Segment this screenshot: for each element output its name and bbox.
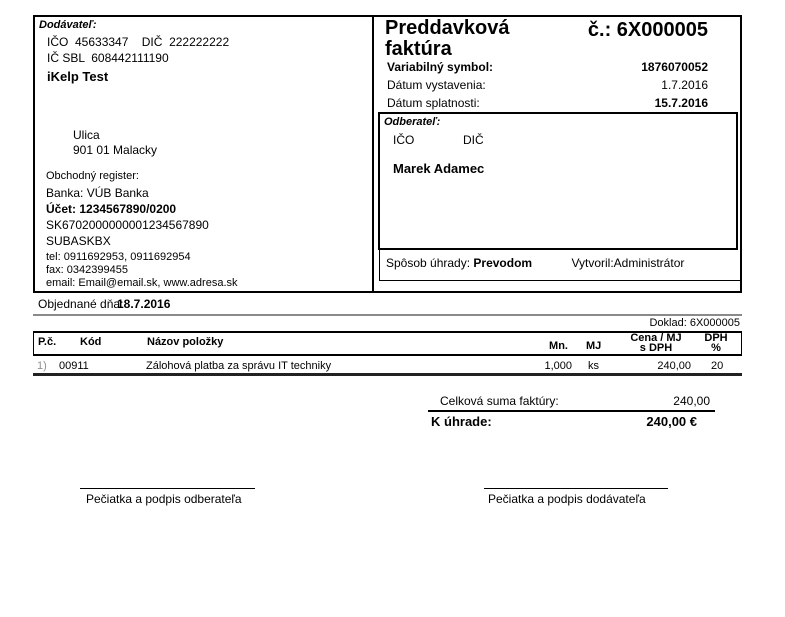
col-header-nazov: Názov položky <box>147 336 224 348</box>
customer-box <box>378 112 738 250</box>
issue-date-label: Dátum vystavenia: <box>387 78 486 92</box>
document-ref: Doklad: 6X000005 <box>649 317 740 329</box>
supplier-fax: fax: 0342399455 <box>46 264 128 276</box>
col-header-dph-line2: % <box>711 342 721 354</box>
total-sum-value: 240,00 <box>673 394 710 408</box>
supplier-ic-sbl: IČ SBL 608442111190 <box>47 51 169 65</box>
col-header-mn: Mn. <box>549 340 568 352</box>
due-date-label: Dátum splatnosti: <box>387 96 480 110</box>
col-header-cena <box>622 333 690 353</box>
payment-method-label: Spôsob úhrady: <box>386 256 471 270</box>
total-sum-label: Celková suma faktúry: <box>440 394 559 408</box>
col-header-kod: Kód <box>80 336 102 348</box>
col-header-pc: P.č. <box>38 336 57 348</box>
order-date-value: 18.7.2016 <box>117 297 171 311</box>
supplier-street: Ulica <box>73 128 100 142</box>
supplier-iban: SK6702000000001234567890 <box>46 218 209 232</box>
item-code: 00911 <box>59 360 89 372</box>
supplier-swift: SUBASKBX <box>46 234 111 248</box>
variable-symbol-label: Variabilný symbol: <box>387 60 494 74</box>
col-header-cena-line2: s DPH <box>639 342 673 354</box>
amount-due-label: K úhrade: <box>431 414 492 429</box>
issue-date-value: 1.7.2016 <box>661 78 708 92</box>
supplier-register-label: Obchodný register: <box>46 170 139 182</box>
customer-ico-label: IČO <box>393 133 415 147</box>
supplier-account: Účet: 1234567890/0200 <box>46 202 177 216</box>
supplier-ico-dic: IČO 45633347 DIČ 222222222 <box>47 35 230 49</box>
col-header-mj: MJ <box>586 340 602 352</box>
created-by-label: Vytvoril: <box>571 256 614 270</box>
customer-section-label: Odberateľ: <box>384 116 441 128</box>
customer-signature-label: Pečiatka a podpis odberateľa <box>86 492 242 506</box>
supplier-bank: Banka: VÚB Banka <box>46 186 149 200</box>
customer-signature-line <box>80 488 255 489</box>
item-vat: 20 <box>711 360 724 372</box>
supplier-section-label: Dodávateľ: <box>39 19 97 31</box>
col-header-cena-line1: Cena / MJ <box>630 332 682 344</box>
supplier-signature-label: Pečiatka a podpis dodávateľa <box>488 492 646 506</box>
payment-method-value: Prevodom <box>473 256 533 270</box>
item-unit: ks <box>588 360 599 372</box>
supplier-city: 901 01 Malacky <box>73 143 158 157</box>
supplier-email: email: Email@email.sk, www.adresa.sk <box>46 277 238 289</box>
invoice-header-box <box>33 15 742 293</box>
order-date-row <box>33 293 742 316</box>
items-table-header <box>33 331 742 356</box>
table-row <box>33 356 742 376</box>
amount-due-value: 240,00 € <box>646 414 697 429</box>
supplier-name: iKelp Test <box>47 69 109 84</box>
due-date-value: 15.7.2016 <box>654 96 708 110</box>
customer-dic-label: DIČ <box>463 133 484 147</box>
order-date-label: Objednané dňa: <box>38 297 124 311</box>
column-divider <box>372 17 374 291</box>
supplier-tel: tel: 0911692953, 0911692954 <box>46 251 191 263</box>
totals-divider-line <box>428 410 715 412</box>
customer-name: Marek Adamec <box>393 161 485 176</box>
payment-row <box>379 250 740 281</box>
item-qty: 1,000 <box>544 360 572 372</box>
col-header-dph-line1: DPH <box>704 332 728 344</box>
invoice-number: č.: 6X000005 <box>587 19 708 41</box>
item-price: 240,00 <box>657 360 691 372</box>
item-row-number: 1) <box>37 360 47 372</box>
invoice-title: Preddavková faktúra <box>385 17 510 60</box>
item-name: Zálohová platba za správu IT techniky <box>146 360 332 372</box>
created-by-value: Administrátor <box>613 256 685 270</box>
col-header-dph <box>700 333 732 353</box>
supplier-signature-line <box>484 488 668 489</box>
variable-symbol-value: 1876070052 <box>641 60 708 74</box>
